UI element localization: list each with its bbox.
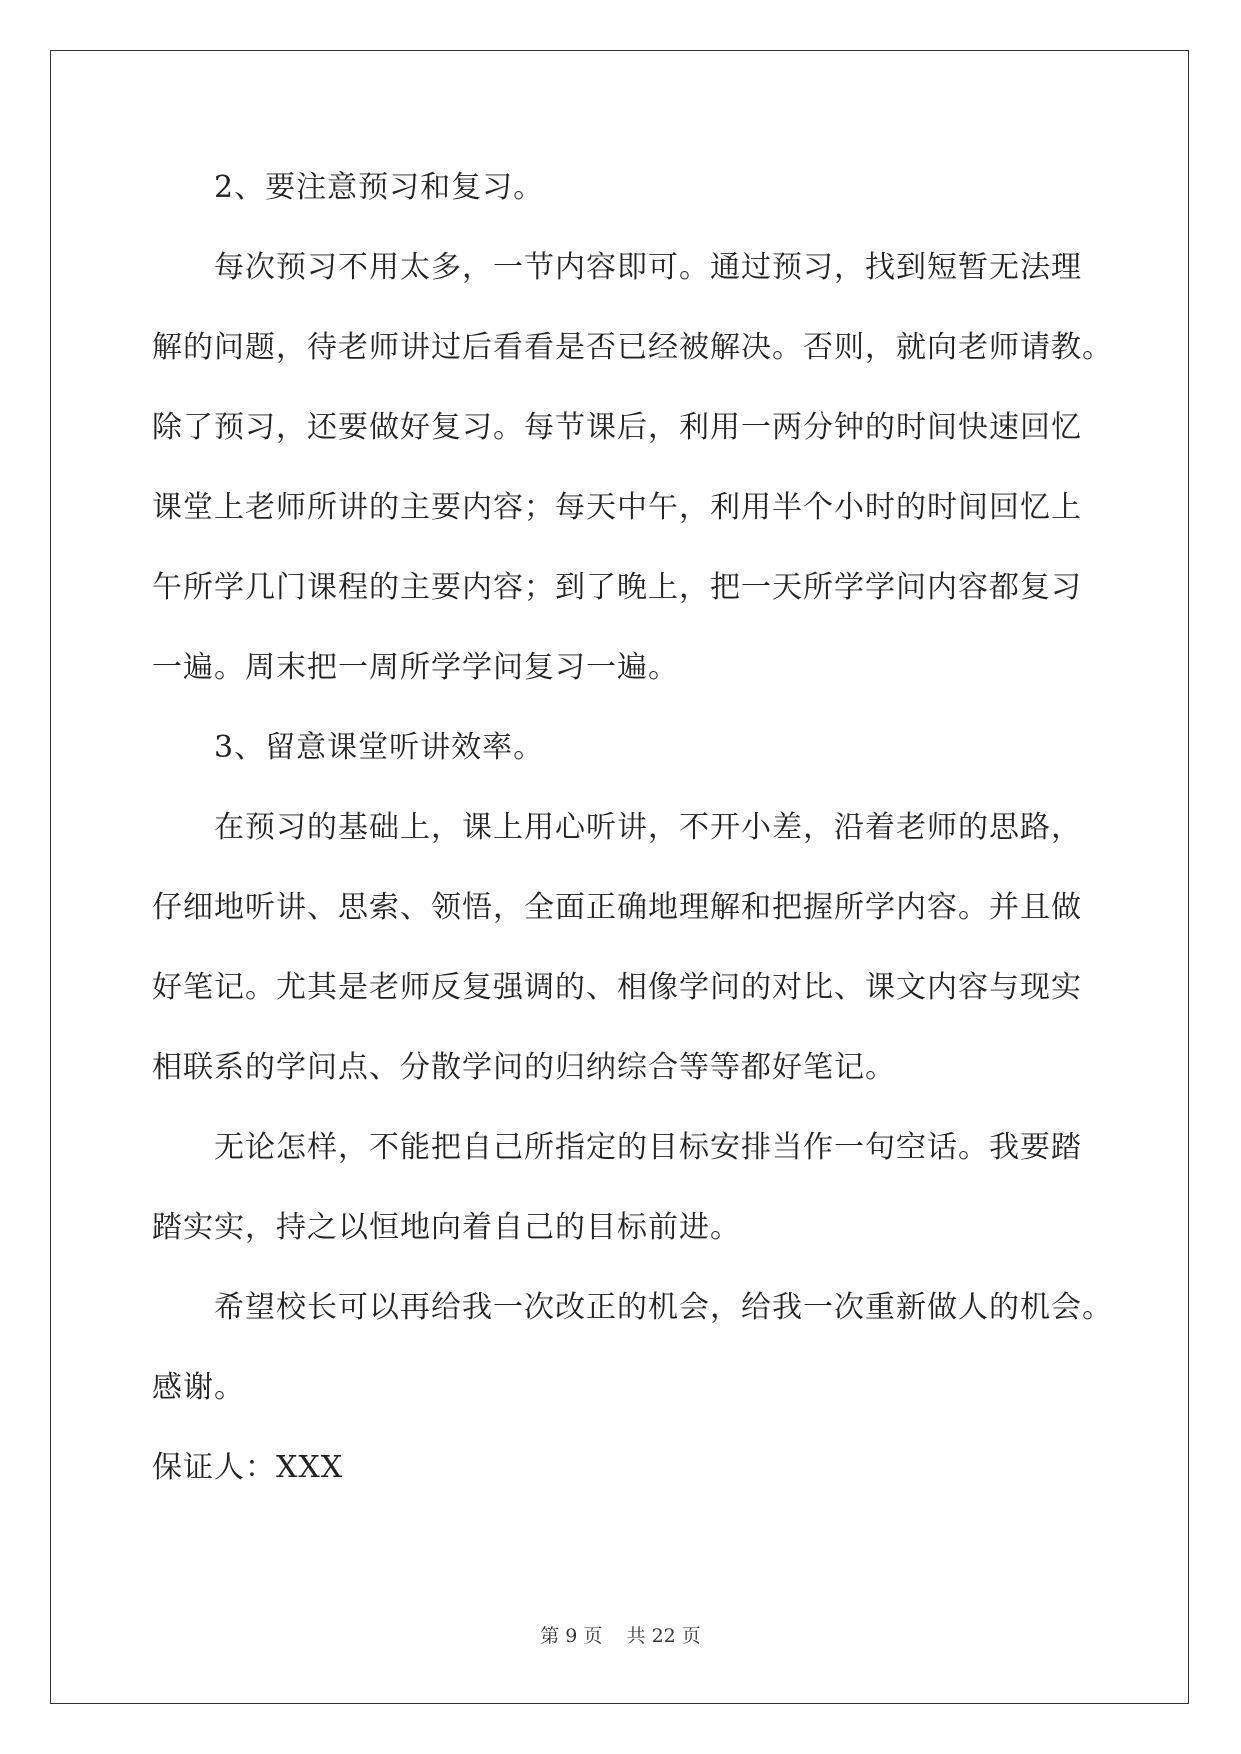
heading-item-2: 2、要注意预习和复习。	[214, 170, 545, 205]
page-number: 第 9 页 共 22 页	[540, 1625, 701, 1647]
paragraph-line: 希望校长可以再给我一次改正的机会，给我一次重新做人的机会。	[214, 1290, 1113, 1325]
paragraph-line: 仔细地听讲、思索、领悟，全面正确地理解和把握所学内容。并且做	[152, 890, 1082, 925]
paragraph-line: 好笔记。尤其是老师反复强调的、相像学问的对比、课文内容与现实	[152, 970, 1082, 1005]
paragraph-line: 无论怎样，不能把自己所指定的目标安排当作一句空话。我要踏	[214, 1130, 1082, 1165]
paragraph-line: 午所学几门课程的主要内容；到了晚上，把一天所学学问内容都复习	[152, 570, 1082, 605]
heading-item-3: 3、留意课堂听讲效率。	[214, 730, 545, 765]
paragraph-line: 一遍。周末把一周所学学问复习一遍。	[152, 650, 679, 685]
paragraph-line: 感谢。	[152, 1370, 245, 1405]
paragraph-line: 除了预习，还要做好复习。每节课后，利用一两分钟的时间快速回忆	[152, 410, 1082, 445]
paragraph-line: 相联系的学问点、分散学问的归纳综合等等都好笔记。	[152, 1050, 896, 1085]
paragraph-line: 课堂上老师所讲的主要内容；每天中午，利用半个小时的时间回忆上	[152, 490, 1082, 525]
page-footer	[0, 1624, 1241, 1648]
paragraph-line: 解的问题，待老师讲过后看看是否已经被解决。否则，就向老师请教。	[152, 330, 1113, 365]
signature-line: 保证人：XXX	[152, 1450, 344, 1485]
paragraph-line: 踏实实，持之以恒地向着自己的目标前进。	[152, 1210, 741, 1245]
paragraph-line: 每次预习不用太多，一节内容即可。通过预习，找到短暂无法理	[214, 250, 1082, 285]
paragraph-line: 在预习的基础上，课上用心听讲，不开小差，沿着老师的思路，	[214, 810, 1082, 845]
